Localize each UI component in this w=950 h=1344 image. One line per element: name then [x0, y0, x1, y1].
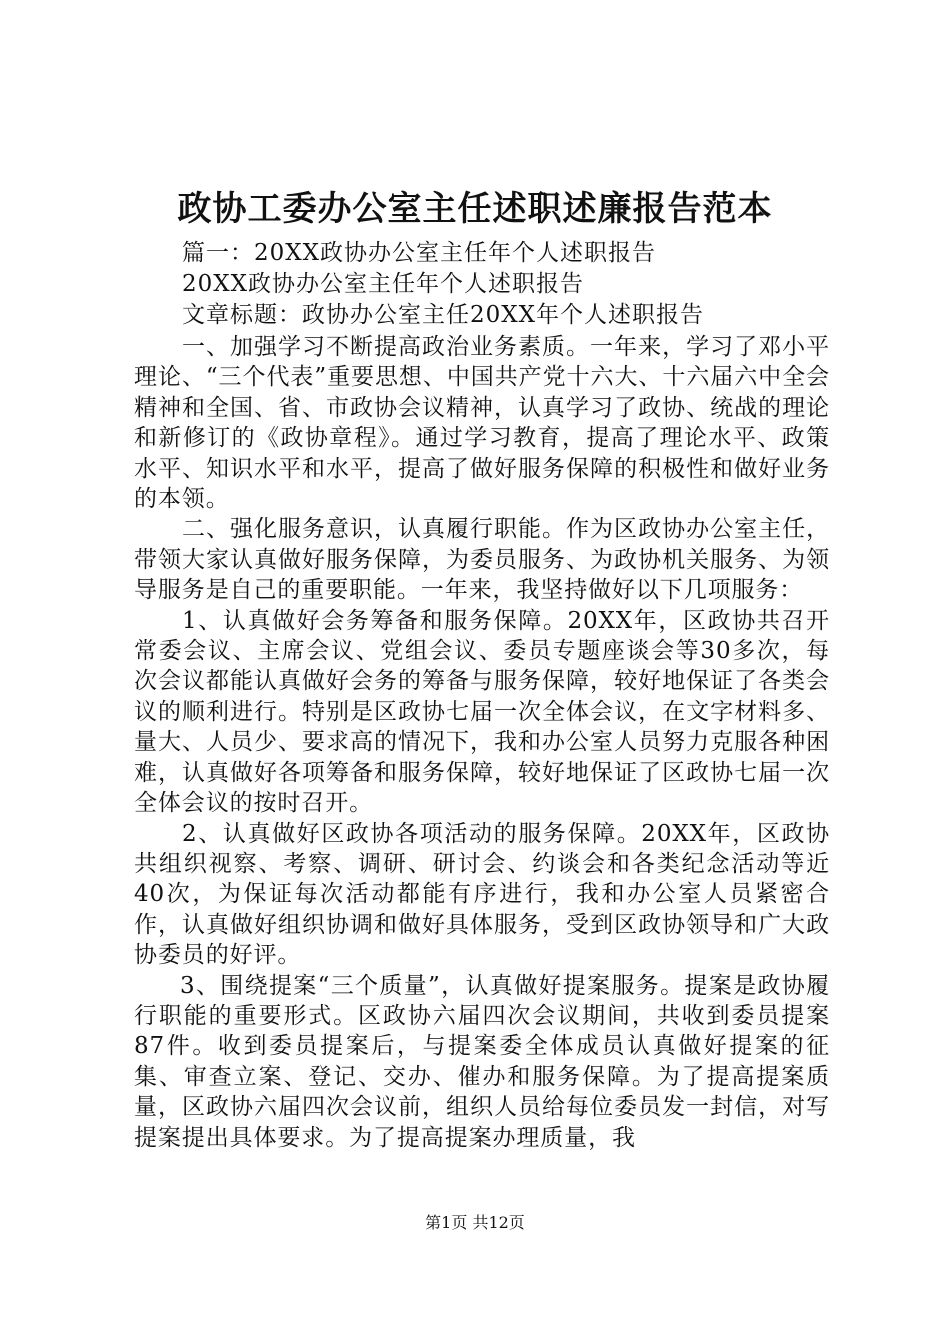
paragraph: 2、认真做好区政协各项活动的服务保障。20XX年，区政协共组织视察、考察、调研、研讨会、约谈会和各类纪念活动等近40次，为保证每次活动都能有序进行，我和办公室人员紧密合作，认真做好组织协调和做好具体服务，受到区政协领导和广大政协委员的好评。 — [134, 820, 830, 969]
document-title: 政协工委办公室主任述职述廉报告范本 — [177, 189, 773, 229]
paragraph: 3、围绕提案“三个质量”，认真做好提案服务。提案是政协履行职能的重要形式。区政协六届四次会议期间，共收到委员提案87件。收到委员提案后，与提案委全体成员认真做好提案的征集、审查立案、登记、交办、催办和服务保障。为了提高提案质量，区政协六届四次会议前，组织人员给每位委员发一封信，对写提案提出具体要求。为了提高提案办理质量，我 — [134, 972, 830, 1151]
subheading-3: 文章标题：政协办公室主任20XX年个人述职报告 — [182, 302, 705, 328]
subheading-1: 篇一：20XX政协办公室主任年个人述职报告 — [182, 240, 657, 266]
paragraph: 一、加强学习不断提高政治业务素质。一年来，学习了邓小平理论、“三个代表”重要思想、中国共产党十六大、十六届六中全会精神和全国、省、市政协会议精神，认真学习了政协、统战的理论和新修订的《政协章程》。通过学习教育，提高了理论水平、政策水平、知识水平和水平，提高了做好服务保障的积极性和做好业务的本领。 — [134, 334, 830, 513]
page-number-footer: 第1页 共12页 — [425, 1213, 525, 1232]
body-text — [134, 332, 830, 1153]
paragraph: 1、认真做好会务筹备和服务保障。20XX年，区政协共召开常委会议、主席会议、党组会议、委员专题座谈会等30多次，每次会议都能认真做好会务的筹备与服务保障，较好地保证了各类会议的顺利进行。特别是区政协七届一次全体会议，在文字材料多、量大、人员少、要求高的情况下，我和办公室人员努力克服各种困难，认真做好各项筹备和服务保障，较好地保证了区政协七届一次全体会议的按时召开。 — [134, 607, 830, 817]
paragraph: 二、强化服务意识，认真履行职能。作为区政协办公室主任，带领大家认真做好服务保障，为委员服务、为政协机关服务、为领导服务是自己的重要职能。一年来，我坚持做好以下几项服务： — [134, 516, 830, 604]
subheading-2: 20XX政协办公室主任年个人述职报告 — [182, 271, 585, 297]
